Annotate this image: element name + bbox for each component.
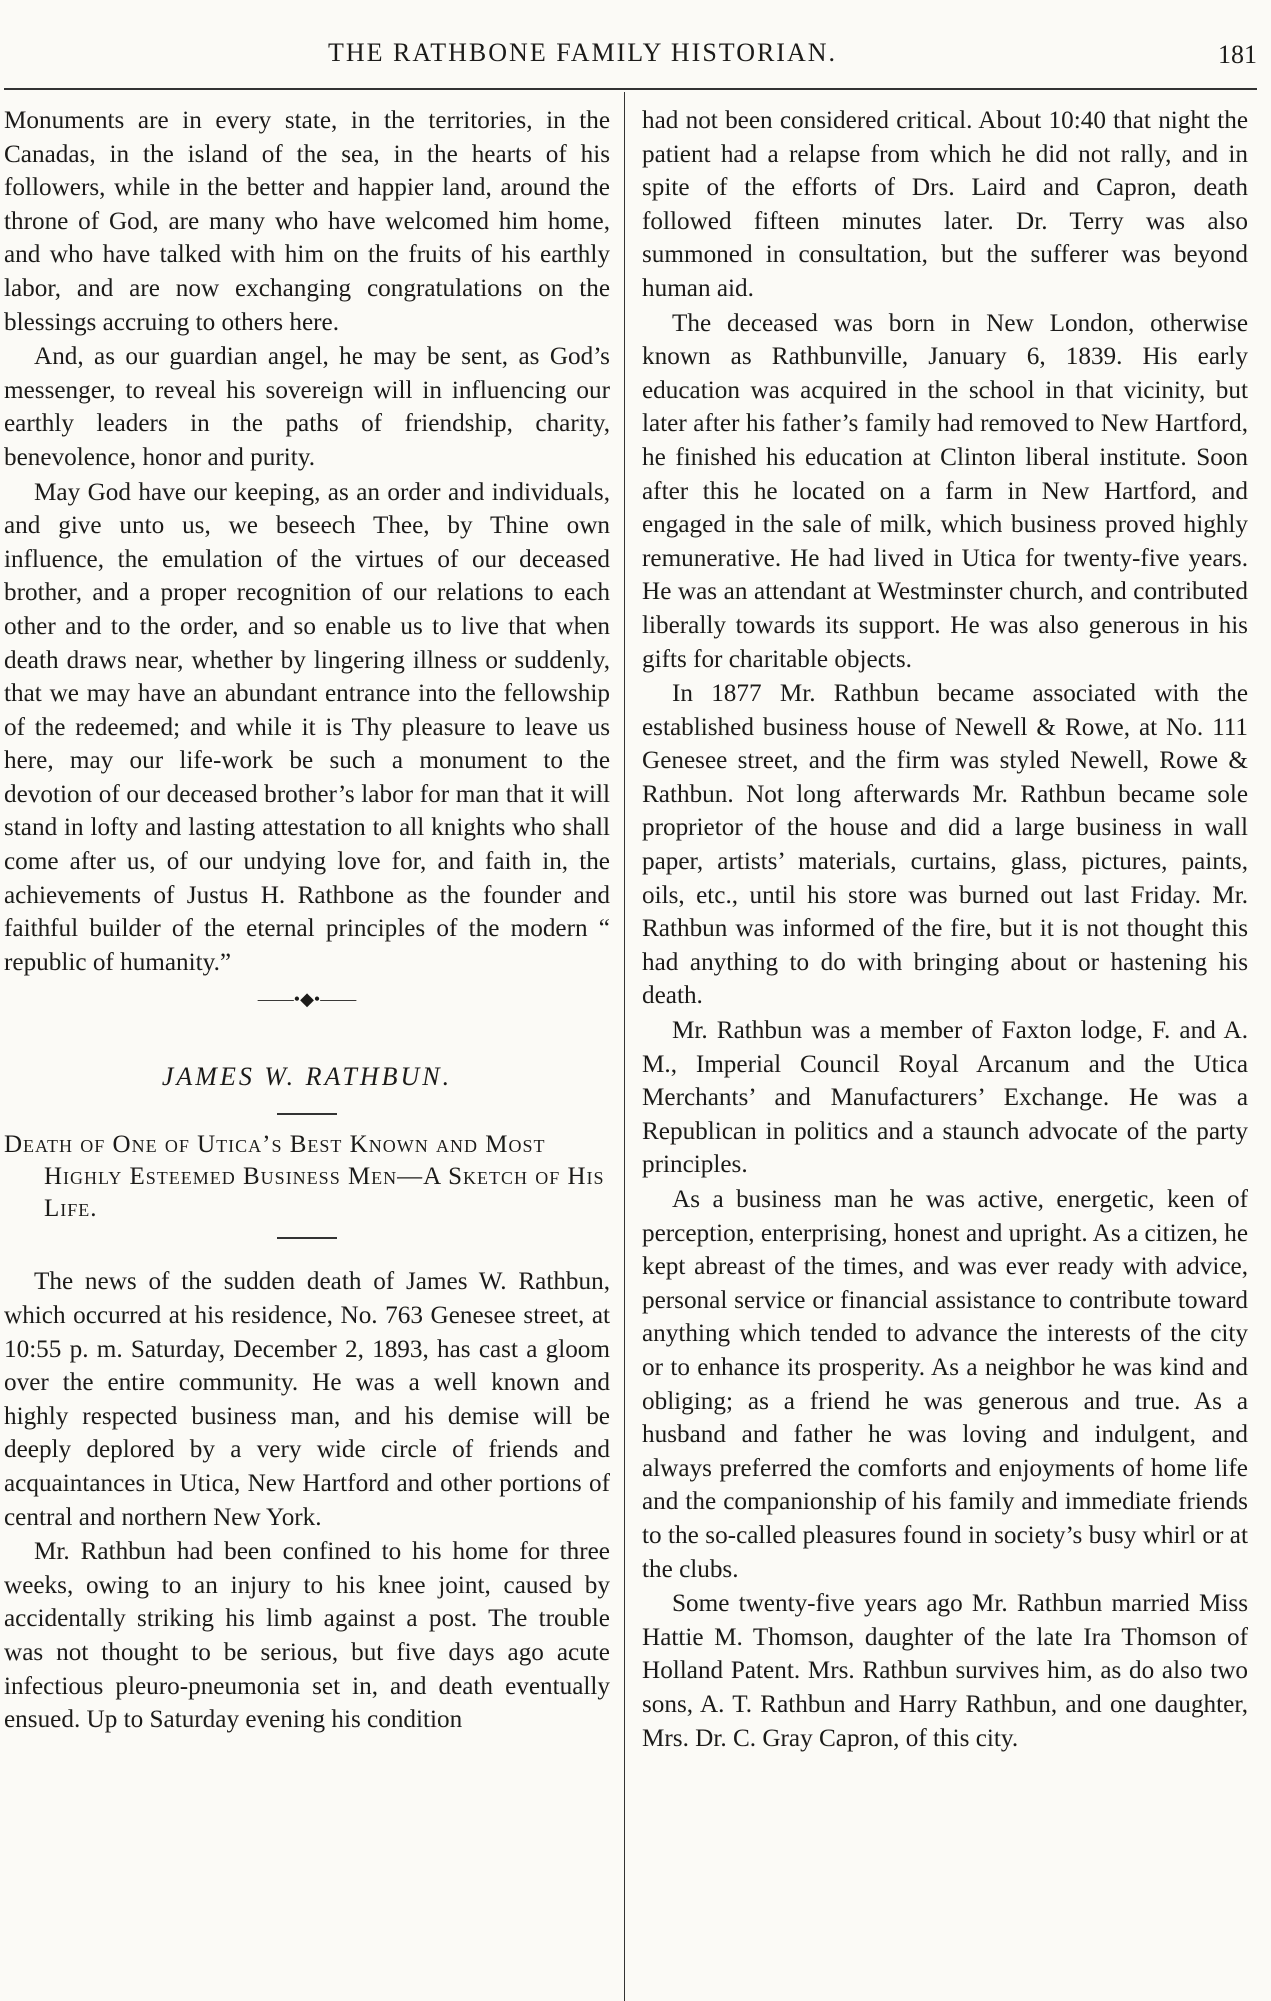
- left-column: [4, 104, 610, 2001]
- paragraph: And, as our guardian angel, he may be sent, as God’s messenger, to reveal his sovereign will in influencing our earthly leaders in the paths of friendship, charity, benevolence, honor and purity.: [4, 343, 610, 471]
- paragraph: The news of the sudden death of James W. Rathbun, which occurred at his residence, No. 763 Genesee street, at 10:55 p. m. Saturday, December 2, 1893, has cast a gloom over the entire community. He was a well known and highly respected business man, and his demise will be deeply deplored by a very wide circle of friends and acquaintances in Utica, New Hartford and other portions of central and northern New York.: [4, 1268, 610, 1531]
- header-rule: [4, 88, 1257, 90]
- right-column: [642, 104, 1248, 2001]
- paragraph: Mr. Rathbun was a member of Faxton lodge, F. and A. M., Imperial Council Royal Arcanum and the Utica Merchants’ and Manufacturers’ Exchange. He was a Republican in politics and a staunch advocate of the party principles.: [642, 1017, 1248, 1179]
- paragraph: May God have our keeping, as an order and individuals, and give unto us, we beseech Thee, by Thine own influence, the emulation of the virtues of our deceased brother, and a proper recognition of our relations to each other and to the order, and so enable us to live that when death draws near, whether by lingering illness or suddenly, that we may have an abundant entrance into the fellowship of the redeemed; and while it is Thy pleasure to leave us here, may our life-work be such a monument to the devotion of our deceased brother’s labor for man that it will stand in lofty and lasting attestation to all knights who shall come after us, of our undying love for, and faith in, the achievements of Justus H. Rathbone as the founder and faithful builder of the eternal principles of the modern “ republic of humanity.”: [4, 478, 610, 976]
- paragraph: Monuments are in every state, in the territories, in the Canadas, in the island of the sea, in the hearts of his followers, while in the better and happier land, around the throne of God, are many who have welcomed him home, and who have talked with him on the fruits of his earthly labor, and are now exchanging congratulations on the blessings accruing to others here.: [4, 107, 610, 336]
- page-number: 181: [1218, 40, 1257, 69]
- paragraph: In 1877 Mr. Rathbun became associated with the established business house of Newell & Rowe, at No. 111 Genesee street, and the firm was styled Newell, Rowe & Rathbun. Not long afterwards Mr. Rathbun became sole proprietor of the house and did a large business in wall paper, artists’ materials, curtains, glass, pictures, paints, oils, etc., until his store was burned out last Friday. Mr. Rathbun was informed of the fire, but it is not thought this had anything to do with bringing about or hastening his death.: [642, 680, 1248, 1010]
- title-rule: [277, 1113, 337, 1115]
- page-header: [0, 38, 1271, 80]
- section-ornament: ——•◆•——: [257, 989, 357, 1010]
- paragraph: had not been considered critical. About 10:40 that night the patient had a relapse from which he did not rally, and in spite of the efforts of Drs. Laird and Capron, death followed fifteen minutes later. Dr. Terry was also summoned in consultation, but the sufferer was beyond human aid.: [642, 107, 1248, 302]
- column-divider: [624, 92, 625, 2001]
- article-title: JAMES W. RATHBUN.: [161, 1062, 453, 1092]
- paragraph: Mr. Rathbun had been confined to his home for three weeks, owing to an injury to his knee joint, caused by accidentally striking his limb against a post. The trouble was not thought to be serious, but five days ago acute infectious pleuro-pneumonia set in, and death eventually ensued. Up to Saturday evening his condition: [4, 1538, 610, 1734]
- subheading-rule: [277, 1237, 337, 1239]
- article-subheading: Death of One of Utica’s Best Known and Most Highly Esteemed Business Men—A Sketch of His Life.: [4, 1131, 605, 1223]
- paragraph: Some twenty-five years ago Mr. Rathbun married Miss Hattie M. Thomson, daughter of the late Ira Thomson of Holland Patent. Mrs. Rathbun survives him, as do also two sons, A. T. Rathbun and Harry Rathbun, and one daughter, Mrs. Dr. C. Gray Capron, of this city.: [642, 1590, 1248, 1752]
- paragraph: As a business man he was active, energetic, keen of perception, enterprising, honest and upright. As a citizen, he kept abreast of the times, and was ever ready with advice, personal service or financial assistance to contribute toward anything which tended to advance the interests of the city or to enhance its prosperity. As a neighbor he was kind and obliging; as a friend he was generous and true. As a husband and father he was loving and indulgent, and always preferred the comforts and enjoyments of home life and the companionship of his family and immediate friends to the so-called pleasures found in society’s busy whirl or at the clubs.: [642, 1186, 1248, 1583]
- running-title: THE RATHBONE FAMILY HISTORIAN.: [328, 38, 838, 67]
- paragraph: The deceased was born in New London, otherwise known as Rathbunville, January 6, 1839. His early education was acquired in the school in that vicinity, but later after his father’s family had removed to New Hartford, he finished his education at Clinton liberal institute. Soon after this he located on a farm in New Hartford, and engaged in the sale of milk, which business proved highly remunerative. He had lived in Utica for twenty-five years. He was an attendant at Westminster church, and contributed liberally towards its support. He was also generous in his gifts for charitable objects.: [642, 309, 1248, 673]
